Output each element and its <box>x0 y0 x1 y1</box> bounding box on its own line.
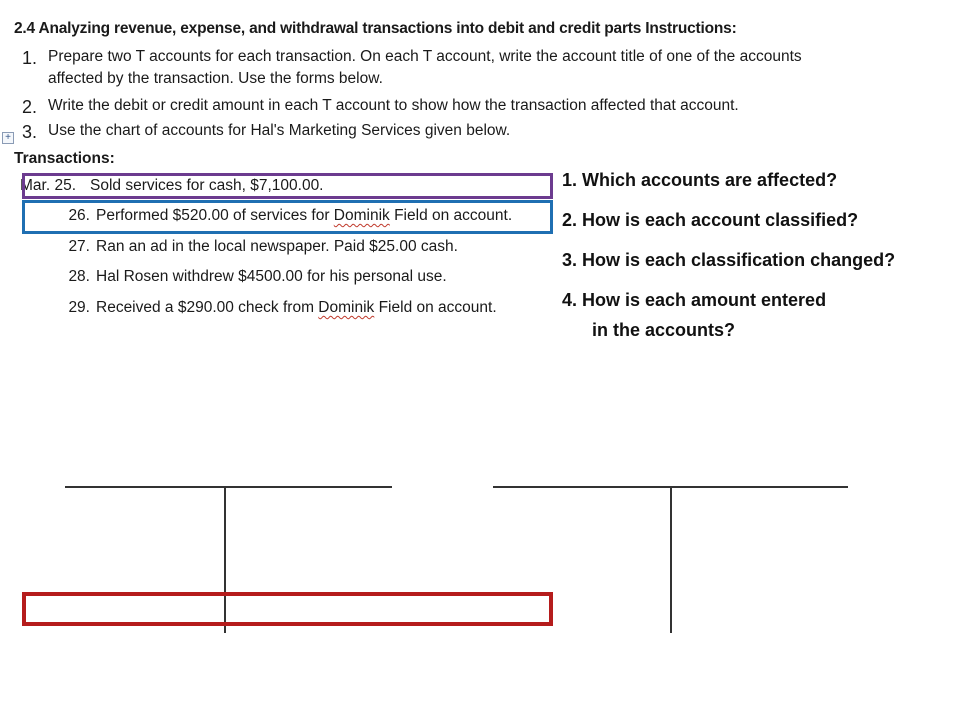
transaction-text-end: Field on account. <box>374 299 497 316</box>
question-2: 2. How is each account classified? <box>562 210 859 230</box>
transaction-text: Performed $520.00 of services for <box>96 207 334 224</box>
instruction-number: 3. <box>22 122 38 142</box>
transaction-text: Ran an ad in the local newspaper. Paid $25.00 cash. <box>96 238 458 255</box>
instruction-1 <box>22 48 802 87</box>
transaction-row <box>20 299 497 317</box>
question-4-text: 4. How is each amount entered <box>562 290 827 310</box>
transaction-date: 27. <box>68 238 90 255</box>
transaction-date: 28. <box>68 268 90 285</box>
transaction-row <box>20 238 458 256</box>
question-4-continued: in the accounts? <box>592 320 736 340</box>
transaction-date: 26. <box>68 207 90 224</box>
instruction-text: Prepare two T accounts for each transaction. On each T account, write the account title of one of the accounts <box>48 48 802 65</box>
transaction-date: Mar. 25. <box>20 177 76 194</box>
transaction-text: Hal Rosen withdrew $4500.00 for his personal use. <box>96 268 447 285</box>
expand-icon[interactable]: + <box>2 132 14 144</box>
document-title: 2.4 Analyzing revenue, expense, and withdrawal transactions into debit and credit parts Instructions: <box>14 20 737 37</box>
instruction-3 <box>22 122 510 143</box>
transactions-heading: Transactions: <box>14 150 115 167</box>
instruction-text-continued: affected by the transaction. Use the forms below. <box>48 70 383 87</box>
spelling-flag-name: Dominik <box>318 299 375 316</box>
instruction-text: Write the debit or credit amount in each T account to show how the transaction affected that account. <box>48 97 739 114</box>
t-account-right-divider <box>670 487 672 633</box>
transaction-text-end: Field on account. <box>389 207 513 224</box>
highlight-box-purple <box>22 173 553 199</box>
highlight-box-red <box>22 592 553 626</box>
transaction-date: 29. <box>68 299 90 316</box>
t-account-left-top-line <box>65 486 392 488</box>
transaction-text: Sold services for cash, $7,100.00. <box>90 177 324 194</box>
highlight-box-blue <box>22 200 553 234</box>
transaction-row <box>20 268 447 286</box>
instruction-text: Use the chart of accounts for Hal's Marketing Services given below. <box>48 122 511 139</box>
instruction-number: 2. <box>22 97 38 117</box>
instruction-2 <box>22 97 739 118</box>
spelling-flag-name: Dominik <box>333 207 390 224</box>
question-3: 3. How is each classification changed? <box>562 250 896 270</box>
instruction-number: 1. <box>22 48 38 68</box>
question-1: 1. Which accounts are affected? <box>562 170 838 190</box>
transaction-text: Received a $290.00 check from <box>96 299 319 316</box>
question-4 <box>562 290 827 340</box>
